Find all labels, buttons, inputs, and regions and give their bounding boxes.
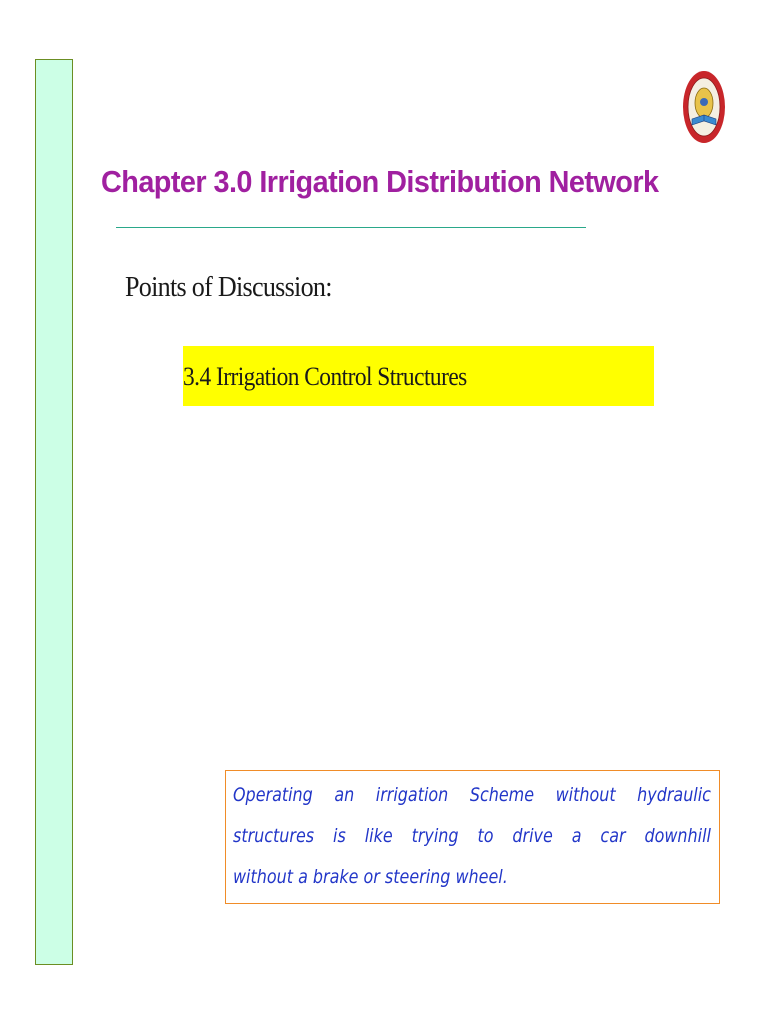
university-seal-icon — [682, 69, 726, 145]
highlighted-topic: 3.4 Irrigation Control Structures — [183, 362, 467, 391]
side-accent-bar — [35, 59, 73, 965]
quote-line-1: Operating an irrigation Scheme without hydraulic — [233, 784, 711, 806]
quote-line-3: without a brake or steering wheel. — [233, 866, 508, 888]
slide-title: Chapter 3.0 Irrigation Distribution Network — [101, 164, 659, 199]
quote-line-2: structures is like trying to drive a car downhill — [233, 825, 711, 847]
points-of-discussion-label: Points of Discussion: — [125, 271, 332, 303]
title-divider — [116, 227, 586, 228]
